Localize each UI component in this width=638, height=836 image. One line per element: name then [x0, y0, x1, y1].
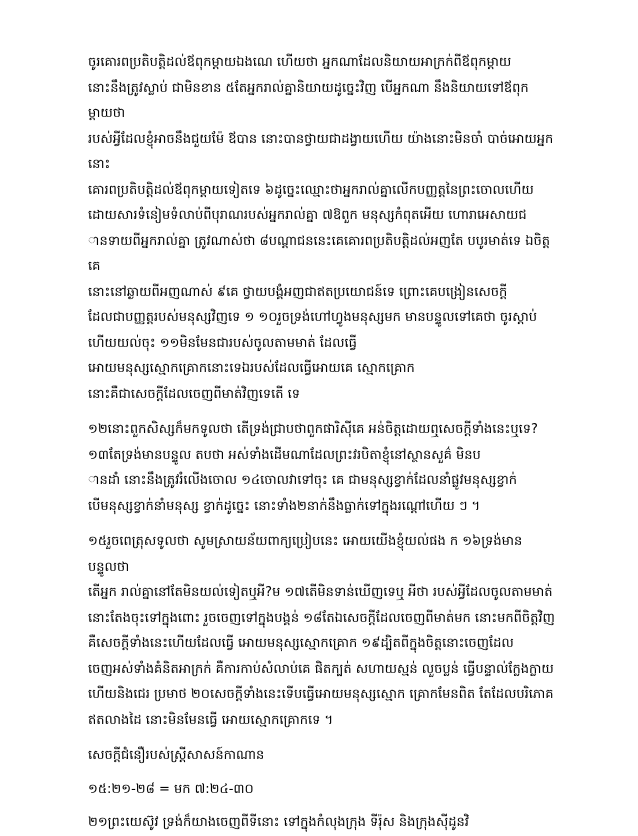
section-heading: សេចក្តីជំនឿរបស់ស្ត្រីសាសន៍កាណាន: [88, 748, 265, 763]
scripture-reference: ១៥:២១-២៨ = មក ៧:២៤-៣០: [88, 781, 254, 797]
paragraph-4: ២១ព្រះយេស៊ូវ ទ្រង់ក៏យាងចេញពីទីនោះ ទៅក្នុងកំលុងក្រុង ទីរ៉ុស និងក្រុងស៊ីដូនវិ: [88, 815, 469, 830]
paragraph-2: ១២នោះពួកសិស្សក៏មកទូលថា តើទ្រង់ជ្រាបថាពួកផារិស៊ីគេ អន់ចិត្តដោយឮសេចក្តីទាំងនេះឬទេ? ១៣តែទ្រង់មានបន្ទូល តបថា អស់ទាំងដើមណាដែលព្រះវរបិតាខ្ញុំនៅស្ថានសួគ៌ មិនប ានដាំ នោះនឹងត្រូវរំលើងចោល ១៤ចោលវាទៅចុះ គេ ជាមនុស្សខ្វាក់ដែលនាំផ្លូវមនុស្សខ្វាក់ បើមនុស្សខ្វាក់នាំមនុស្ស ខ្វាក់ដូច្នេះ នោះទាំង២នាក់នឹងធ្លាក់ទៅក្នុងរណ្តៅហើយ ៗ ។: [88, 422, 538, 514]
paragraph-3: ១៥រួចពេត្រុសទូលថា សូមស្រាយន័យពាក្យប្រៀបនេះ អោយយើងខ្ញុំយល់ផង ក ១៦ទ្រង់មានបន្ទូលថា តើអ្នក រាល់គ្នានៅតែមិនយល់ទៀតឬអី?ម ១៧តើមិនទាន់ឃើញទេឬ អីថា របស់អ្វីដែលចូលតាមមាត់ នោះតែងចុះទៅក្នុងពោះ រួចចេញទៅក្នុងបង្គន់ ១៨តែឯសេចក្តីដែលចេញពីមាត់មក នោះមកពីចិត្តវិញ គឺសេចក្តីទាំងនេះហើយដែលធ្វើ អោយមនុស្សស្មោកគ្រោក ១៩ដ្បិតពីក្នុងចិត្តនោះចេញដែល ចេញអស់ទាំងគំនិតអាក្រក់ គឺការកាប់សំលាប់គេ ផិតក្បត់ សហាយស្មន់ លួចប្លន់ ធ្វើបន្ទាល់ក្លែងក្លាយ ហើយនិងជេរ ប្រមាថ ២០សេចក្តីទាំងនេះទើបធ្វើអោយមនុស្សស្មោក គ្រោកមែនពិត តែដែលបរិភោគ ឥតលាងដៃ នោះមិនមែនធ្វើ អោយស្មោកគ្រោកទេ ។: [88, 534, 555, 728]
paragraph-1: ចូរគោរពប្រតិបត្តិដល់ឪពុកម្តាយឯងណេ ហើយថា អ្នកណាដែលនិយាយអាក្រក់ពីឪពុកម្តាយ នោះនឹងត្រូវស្លាប់ ជាមិនខាន ៥តែអ្នករាល់គ្នានិយាយដូច្នេះវិញ បើអ្នកណា នឹងនិយាយទៅឪពុកម្តាយថា របស់អ្វីដែលខ្ញុំអាចនឹងជួយម៉ែ ឪបាន នោះបានថ្វាយជាដង្វាយហើយ យ៉ាងនោះមិនចាំ បាច់អោយអ្នកនោះ គោរពប្រតិបត្តិដល់ឪពុកម្តាយទៀតទេ ៦ដូច្នេះឈ្មោះថាអ្នករាល់គ្នាលើកបញ្ញត្តនៃព្រះចោលហើយ ដោយសារទំនៀមទំលាប់ពីបុរាណរបស់អ្នករាល់គ្នា ៧ឱពួក មនុស្សកំពុតអើយ ហោរាអេសាយជ ានទាយពីអ្នករាល់គ្នា ត្រូវណាស់ថា ៨បណ្តាជននេះគេគោរពប្រតិបត្តិដល់អញតែ បបូរមាត់ទេ ឯចិត្តគេ នោះនៅឆ្ងាយពីអញណាស់ ៩គេ ថ្វាយបង្គំអញជាឥតប្រយោជន៍ទេ ព្រោះគេបង្រៀនសេចក្តី ដែលជាបញ្ញត្តរបស់មនុស្សវិញទេ ១ ១០រួចទ្រង់ហៅហ្វូងមនុស្សមក មានបន្ទូលទៅគេថា ចូរស្តាប់ ហើយយល់ចុះ ១១មិនមែនជារបស់ចូលតាមមាត់ ដែលធ្វើ អោយមនុស្សស្មោកគ្រោកនោះទេឯរបស់ដែលធ្វើអោយគេ ស្មោកគ្រោក នោះគឺជាសេចក្តីដែលចេញពីមាត់វិញទេតើ ទេ: [88, 55, 554, 402]
